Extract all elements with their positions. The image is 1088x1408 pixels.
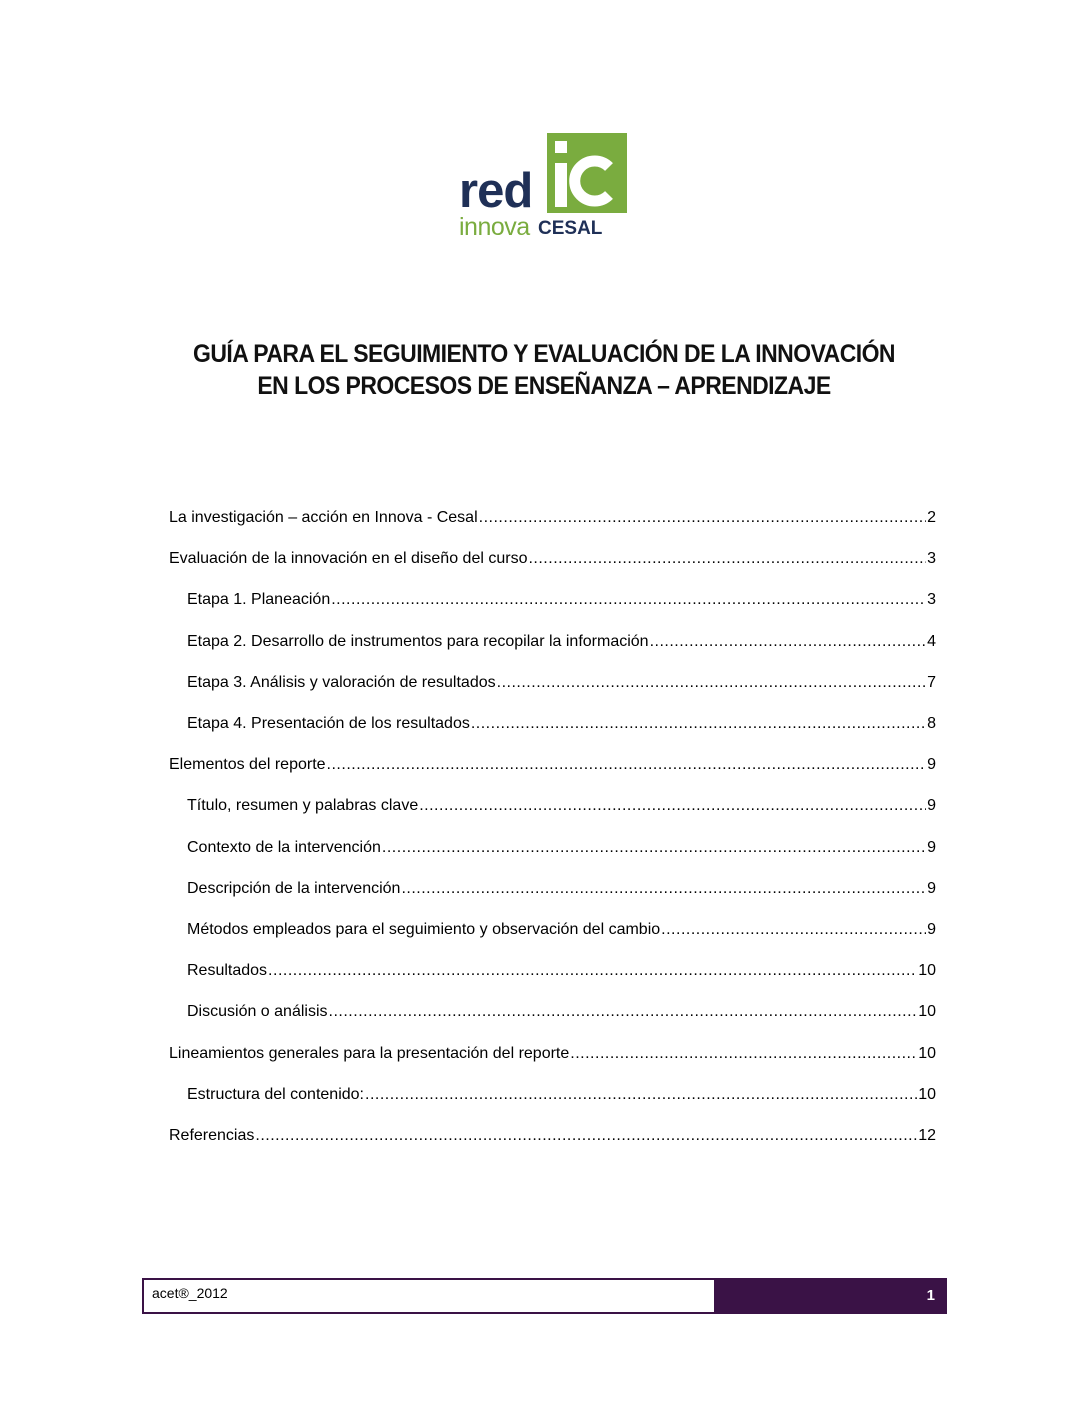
toc-entry-title: Discusión o análisis bbox=[187, 1003, 328, 1020]
toc-entry[interactable] bbox=[169, 1123, 936, 1145]
toc-entry[interactable] bbox=[169, 1041, 936, 1063]
logo-green-square bbox=[547, 133, 627, 213]
toc-entry-title: Contexto de la intervención bbox=[187, 839, 381, 856]
toc-entry-title: Título, resumen y palabras clave bbox=[187, 797, 419, 814]
toc-entry-title: Etapa 1. Planeación bbox=[187, 591, 331, 608]
footer-copyright: acet®_2012 bbox=[152, 1285, 228, 1301]
page-footer bbox=[142, 1278, 947, 1314]
toc-entry-page: 9 bbox=[927, 797, 936, 814]
toc-entry[interactable] bbox=[169, 505, 936, 527]
toc-dot-leader bbox=[497, 674, 926, 692]
toc-dot-leader bbox=[331, 591, 926, 609]
logo-ic-glyph bbox=[547, 133, 627, 213]
toc-dot-leader bbox=[650, 633, 927, 651]
toc-entry-title: Referencias bbox=[169, 1127, 255, 1144]
toc-entry[interactable] bbox=[187, 1082, 936, 1104]
toc-entry-page: 4 bbox=[927, 633, 936, 650]
toc-entry-title: Resultados bbox=[187, 962, 268, 979]
redic-logo bbox=[459, 131, 629, 241]
toc-dot-leader bbox=[382, 839, 926, 857]
toc-entry-page: 9 bbox=[927, 921, 936, 938]
toc-entry[interactable] bbox=[187, 999, 936, 1021]
toc-entry[interactable] bbox=[187, 835, 936, 857]
toc-entry[interactable] bbox=[187, 587, 936, 609]
toc-entry-title: Etapa 3. Análisis y valoración de resultados bbox=[187, 674, 496, 691]
toc-entry-page: 7 bbox=[927, 674, 936, 691]
toc-entry-page: 10 bbox=[918, 1045, 936, 1062]
toc-entry-title: La investigación – acción en Innova - Cesal bbox=[169, 509, 478, 526]
toc-entry-title: Etapa 4. Presentación de los resultados bbox=[187, 715, 470, 732]
toc-entry[interactable] bbox=[187, 917, 936, 939]
toc-entry[interactable] bbox=[169, 752, 936, 774]
toc-entry[interactable] bbox=[169, 546, 936, 568]
logo-cesal-text: CESAL bbox=[538, 218, 603, 239]
toc-entry-page: 12 bbox=[918, 1127, 936, 1144]
toc-entry[interactable] bbox=[187, 670, 936, 692]
toc-dot-leader bbox=[419, 797, 926, 815]
toc-entry-title: Estructura del contenido: bbox=[187, 1086, 364, 1103]
toc-entry-page: 2 bbox=[927, 509, 936, 526]
toc-dot-leader bbox=[479, 509, 926, 527]
toc-entry-title: Descripción de la intervención bbox=[187, 880, 401, 897]
toc-entry-page: 3 bbox=[927, 550, 936, 567]
toc-entry-page: 9 bbox=[927, 880, 936, 897]
toc-entry[interactable] bbox=[187, 629, 936, 651]
toc-dot-leader bbox=[327, 756, 927, 774]
toc-entry[interactable] bbox=[187, 793, 936, 815]
toc-entry-title: Elementos del reporte bbox=[169, 756, 326, 773]
toc-dot-leader bbox=[255, 1127, 917, 1145]
toc-dot-leader bbox=[661, 921, 926, 939]
toc-entry-page: 3 bbox=[927, 591, 936, 608]
toc-entry-page: 10 bbox=[918, 1003, 936, 1020]
toc-entry-title: Métodos empleados para el seguimiento y observación del cambio bbox=[187, 921, 661, 938]
toc-dot-leader bbox=[365, 1086, 917, 1104]
toc-entry-page: 10 bbox=[918, 1086, 936, 1103]
logo-innova-text: innova bbox=[459, 213, 530, 241]
toc-entry-title: Etapa 2. Desarrollo de instrumentos para recopilar la información bbox=[187, 633, 649, 650]
document-title-line-2: EN LOS PROCESOS DE ENSEÑANZA – APRENDIZAJE bbox=[257, 372, 831, 400]
logo-red-text: red bbox=[459, 164, 533, 218]
toc-entry[interactable] bbox=[187, 876, 936, 898]
toc-dot-leader bbox=[471, 715, 926, 733]
toc-dot-leader bbox=[401, 880, 926, 898]
toc-entry-title: Lineamientos generales para la presentación del reporte bbox=[169, 1045, 570, 1062]
toc-entry-title: Evaluación de la innovación en el diseño del curso bbox=[169, 550, 528, 567]
toc-entry-page: 9 bbox=[927, 756, 936, 773]
toc-dot-leader bbox=[528, 550, 926, 568]
toc-entry-page: 8 bbox=[927, 715, 936, 732]
toc-entry-page: 10 bbox=[918, 962, 936, 979]
toc-dot-leader bbox=[329, 1003, 918, 1021]
toc-entry[interactable] bbox=[187, 711, 936, 733]
toc-entry[interactable] bbox=[187, 958, 936, 980]
document-title-line-1: GUÍA PARA EL SEGUIMIENTO Y EVALUACIÓN DE LA INNOVACIÓN bbox=[192, 340, 896, 368]
toc-dot-leader bbox=[570, 1045, 917, 1063]
toc-dot-leader bbox=[268, 962, 917, 980]
toc-entry-page: 9 bbox=[927, 839, 936, 856]
footer-page-number: 1 bbox=[714, 1280, 945, 1312]
